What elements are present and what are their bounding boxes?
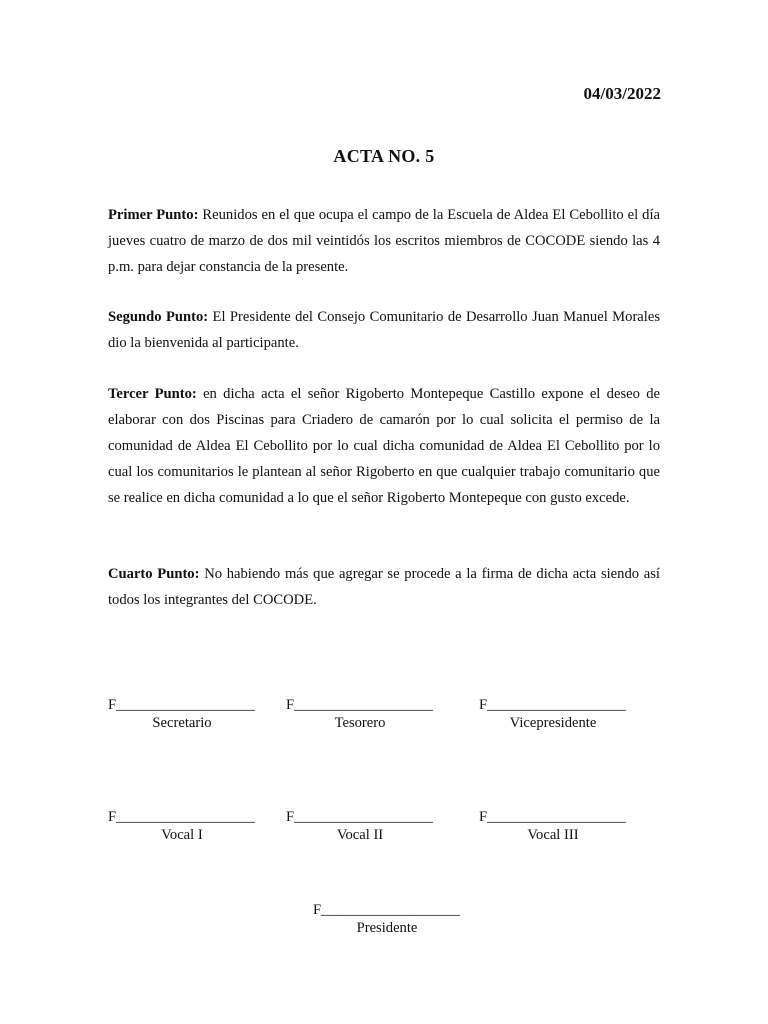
document-date: 04/03/2022 (583, 84, 661, 103)
paragraph-primer-punto (108, 203, 660, 281)
signature-role: Vocal I (161, 827, 203, 843)
signature-presidente (313, 901, 460, 937)
signature-role: Tesorero (334, 715, 386, 731)
point-text: No habiendo más que agregar se procede a la firma de dicha acta siendo así todos los integrantes del COCODE. (108, 566, 660, 608)
paragraph-cuarto-punto (108, 562, 660, 614)
signature-vocal-1 (108, 808, 255, 844)
point-label: Cuarto Punto: (108, 566, 200, 582)
signature-vocal-3 (479, 808, 626, 844)
signature-line: F___________________ (286, 697, 433, 713)
document-title: ACTA NO. 5 (333, 146, 435, 166)
signature-role: Secretario (152, 715, 212, 731)
point-label: Segundo Punto: (108, 309, 209, 325)
signature-tesorero (286, 696, 433, 732)
point-label: Primer Punto: (108, 207, 199, 223)
point-label: Tercer Punto: (108, 386, 197, 402)
point-text: Reunidos en el que ocupa el campo de la Escuela de Aldea El Cebollito el día jueves cuatro de marzo de dos mil veintidós los escritos miembros de COCODE siendo las 4 p.m. para dejar constancia de la presente. (108, 207, 660, 275)
signature-role: Vocal II (336, 827, 384, 843)
signature-vicepresidente (479, 696, 626, 732)
signature-line: F___________________ (479, 697, 626, 713)
paragraph-tercer-punto (108, 382, 660, 512)
signature-line: F___________________ (313, 902, 460, 918)
point-text: El Presidente del Consejo Comunitario de Desarrollo Juan Manuel Morales dio la bienvenida al participante. (108, 309, 660, 351)
signature-role: Vocal III (527, 827, 579, 843)
signature-secretario (108, 696, 255, 732)
signature-line: F___________________ (286, 809, 433, 825)
point-text: en dicha acta el señor Rigoberto Montepeque Castillo expone el deseo de elaborar con dos Piscinas para Criadero de camarón por lo cual solicita el permiso de la comunidad de Aldea El Cebollito por lo cual dicha comunidad de Aldea El Cebollito por lo cual los comunitarios le plantean al señor Rigoberto en que cualquier trabajo comunitario que se realice en dicha comunidad a lo que el señor Rigoberto Montepeque con gusto excede. (108, 386, 660, 506)
signature-line: F___________________ (108, 697, 255, 713)
signature-role: Presidente (356, 920, 418, 936)
signature-line: F___________________ (108, 809, 255, 825)
signature-line: F___________________ (479, 809, 626, 825)
signature-role: Vicepresidente (509, 715, 597, 731)
paragraph-segundo-punto (108, 305, 660, 357)
signature-vocal-2 (286, 808, 433, 844)
